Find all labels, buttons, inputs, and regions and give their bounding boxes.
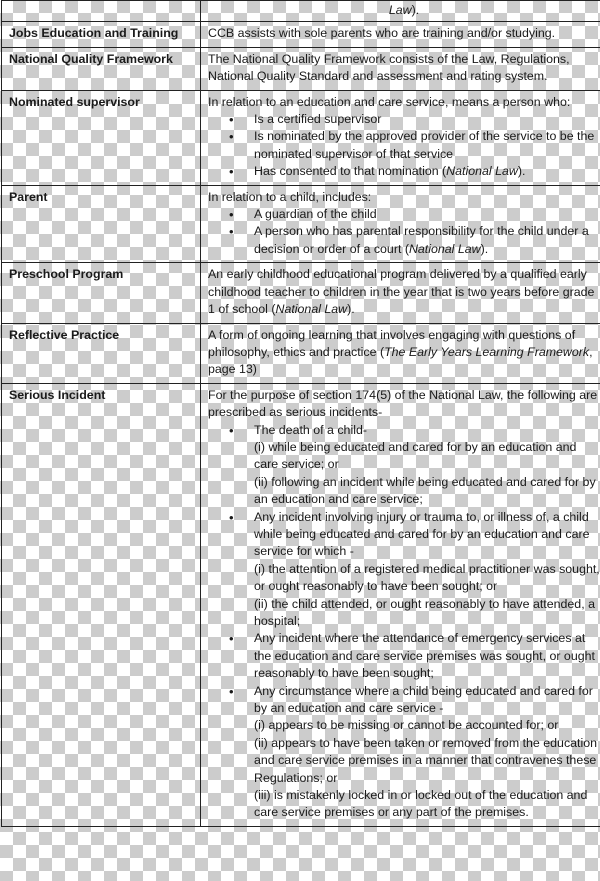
bullet-list	[208, 422, 600, 822]
definition-row-national-quality-framework	[2, 47, 600, 90]
text-run: (i) while being educated and cared for by an education and care service; or	[254, 439, 577, 472]
term-cell: Jobs Education and Training	[2, 22, 201, 47]
term-cell: Preschool Program	[2, 263, 201, 323]
text-run: A form of ongoing learning that involves engaging with questions of philosophy, ethics and practice (	[208, 327, 576, 359]
definition-cell	[201, 47, 600, 90]
bullet-text	[254, 422, 600, 439]
text-run: (i) the attention of a registered medical practitioner was sought, or ought reasonably to have been sought; or	[254, 561, 600, 594]
sub-clause	[254, 717, 600, 734]
bullet-item	[254, 206, 600, 223]
text-run: (ii) appears to have been taken or removed from the education and care service premises in a manner that contravenes these Regulations; or	[254, 735, 598, 785]
term-cell: Reflective Practice	[2, 323, 201, 383]
bullet-text	[254, 683, 600, 718]
definition-intro: For the purpose of section 174(5) of the National Law, the following are prescribed as serious incidents-	[208, 387, 598, 420]
term-cell: Serious Incident	[2, 383, 201, 826]
text-run: Any incident involving injury or trauma to, or illness of, a child while being educated and cared for by an education and care service for which -	[254, 509, 590, 559]
text-run: , page 13)	[208, 344, 593, 377]
text-run: Is nominated by the approved provider of the service to be the nominated supervisor of that service	[254, 129, 595, 161]
bullet-text	[254, 111, 600, 128]
bullet-text	[254, 223, 600, 258]
text-run: Has consented to that nomination (	[254, 164, 447, 179]
definition-cell	[201, 22, 600, 47]
definition-row-reflective-practice	[2, 323, 600, 383]
term-cell	[2, 1, 201, 22]
text-run: A guardian of the child	[254, 207, 377, 222]
definitions-table	[1, 0, 600, 827]
bullet-text	[254, 206, 600, 223]
text-run: A person who has parental responsibility for the child under a decision or order of a court (	[254, 224, 589, 256]
text-run: ).	[480, 241, 489, 256]
bullet-list	[208, 111, 600, 181]
text-run: (iii) is mistakenly locked in or locked out of the education and care service premises or any part of the premises.	[254, 788, 588, 820]
text-run: Any circumstance where a child being educated and cared for by an education and care service -	[254, 683, 593, 716]
definition-row-serious-incident	[2, 383, 600, 826]
bullet-item	[254, 509, 600, 631]
text-run: An early childhood educational program delivered by a qualified early childhood teacher to children in the year that is two years before grade 1 of school (	[208, 267, 595, 317]
sub-clause	[254, 474, 600, 509]
bullet-item	[254, 128, 600, 163]
italic-text: National Law	[446, 164, 518, 179]
definition-cell	[201, 1, 600, 22]
text-run: The death of a child-	[254, 422, 367, 437]
definition-intro: CCB assists with sole parents who are training and/or studying.	[208, 26, 556, 41]
bullet-item	[254, 630, 600, 682]
italic-text: The Early Years Learning Framework	[384, 344, 590, 359]
sub-clause	[254, 735, 600, 787]
italic-text: Law	[388, 3, 412, 17]
definition-cell	[201, 323, 600, 383]
bullet-item	[254, 111, 600, 128]
definition-intro: In relation to a child, includes:	[208, 189, 372, 204]
definition-row-jobs-education-and-training	[2, 22, 600, 47]
bullet-item	[254, 163, 600, 180]
bullet-text	[254, 163, 600, 180]
bullet-item	[254, 223, 600, 258]
definitions-table-body	[2, 1, 600, 827]
text-run: (ii) following an incident while being educated and cared for by an education and care service;	[254, 474, 596, 507]
definition-cell	[201, 185, 600, 263]
definition-cell	[201, 383, 600, 826]
definition-row-preschool-program	[2, 263, 600, 323]
definition-row-continued	[2, 1, 600, 22]
definition-row-parent	[2, 185, 600, 263]
bullet-text	[254, 509, 600, 561]
definition-row-nominated-supervisor	[2, 90, 600, 185]
definition-cell	[201, 263, 600, 323]
text-run: Any incident where the attendance of emergency services at the education and care service premises was sought, or ought reasonably to have been sought;	[254, 631, 595, 681]
term-cell: Nominated supervisor	[2, 90, 201, 185]
text-run: (ii) the child attended, or ought reasonably to have attended, a hospital;	[254, 596, 595, 628]
italic-text: National Law	[275, 302, 348, 317]
text-run: Is a certified supervisor	[254, 112, 382, 127]
bullet-text	[254, 630, 600, 682]
bullet-list	[208, 206, 600, 258]
text-run: (i) appears to be missing or cannot be accounted for; or	[254, 718, 559, 733]
sub-clause	[254, 439, 600, 474]
definition-intro: The National Quality Framework consists of the Law, Regulations, National Quality Standard and assessment and rating system.	[208, 51, 570, 84]
italic-text: National Law	[408, 241, 481, 256]
sub-clause	[254, 561, 600, 596]
text-run: ).	[347, 302, 355, 317]
term-cell: National Quality Framework	[2, 47, 201, 90]
definition-cell	[201, 90, 600, 185]
bullet-item	[254, 683, 600, 822]
bullet-item	[254, 422, 600, 509]
text-run: ).	[517, 164, 526, 179]
sub-clause	[254, 596, 600, 631]
text-run: ).	[411, 3, 420, 17]
sub-clause	[254, 787, 600, 822]
definition-intro: In relation to an education and care service, means a person who:	[208, 94, 571, 109]
bullet-text	[254, 128, 600, 163]
term-cell: Parent	[2, 185, 201, 263]
